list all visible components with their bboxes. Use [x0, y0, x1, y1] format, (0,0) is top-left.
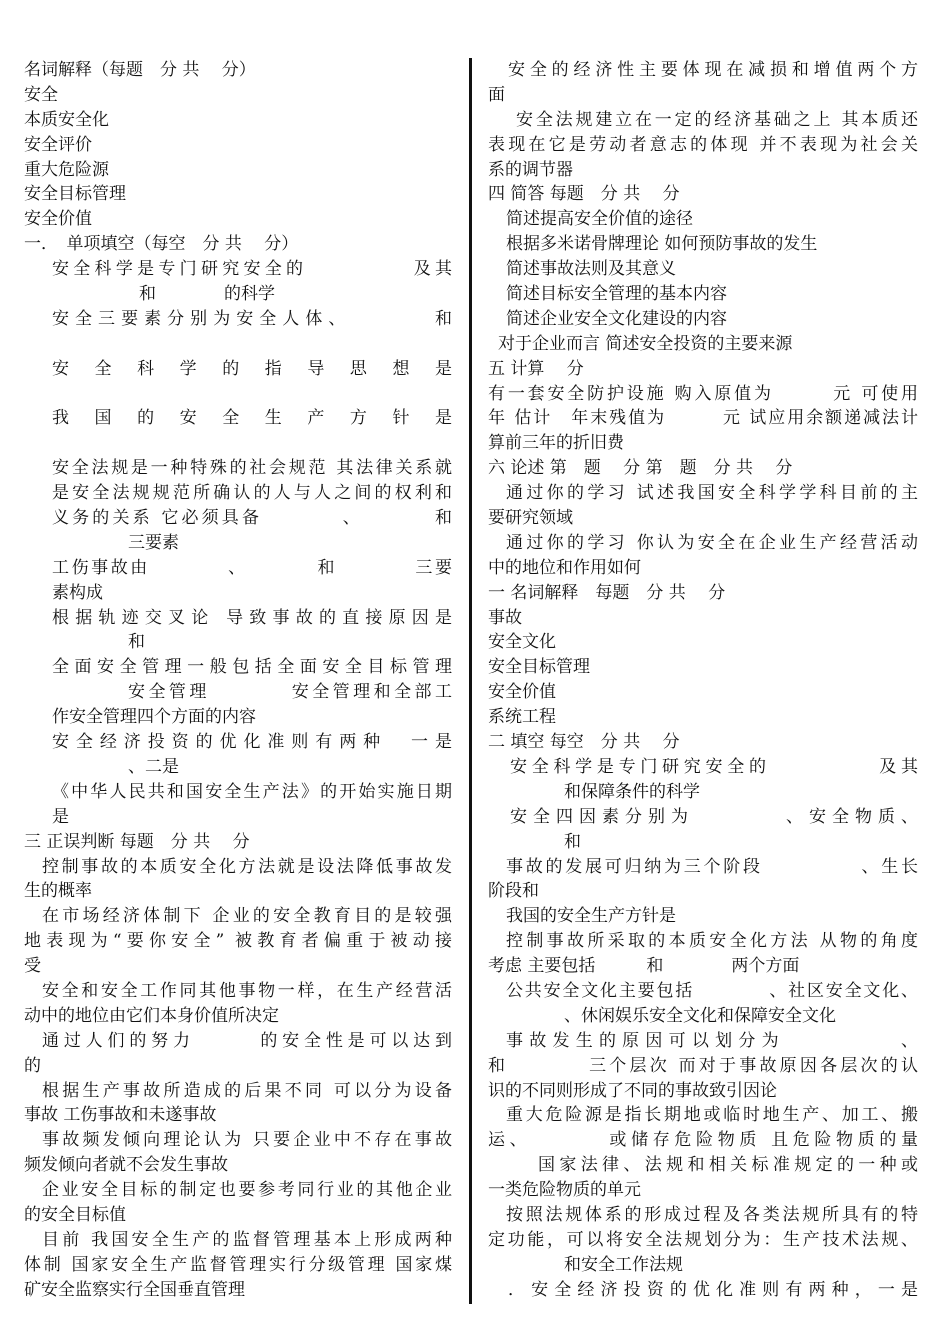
text-line: 和 的科学: [139, 284, 275, 305]
text-line: 安全经济投资的优化准则有两种 一是: [52, 732, 452, 753]
text-line: 通过人们的努力 的安全性是可以达到: [42, 1030, 452, 1051]
text-line: 有一套安全防护设施 购入原值为 元 可使用: [488, 383, 918, 404]
text-line: 控制事故所采取的本质安全化方法 从物的角度: [506, 931, 918, 952]
text-line: 三 正误判断 每题 分 共 分: [24, 831, 250, 852]
text-line: 二 填空 每空 分 共 分: [488, 732, 680, 753]
text-line: 安全目标管理: [488, 657, 590, 678]
text-line: 事故发生的原因可以划分为 、: [506, 1030, 918, 1051]
text-line: 安全评价: [24, 134, 92, 155]
text-line: 公共安全文化主要包括 、社区安全文化、: [506, 980, 918, 1001]
text-line: 系的调节器: [488, 159, 573, 180]
text-line: ．安全经济投资的优化准则有两种，一是: [508, 1279, 918, 1300]
text-line: 事故 工伤事故和未遂事故: [24, 1105, 217, 1126]
text-line: 我 国 的 安 全 生 产 方 针 是: [52, 408, 452, 429]
text-line: 识的不同则形成了不同的事故致引因论: [488, 1080, 777, 1101]
text-line: 和 三个层次 而对于事故原因各层次的认: [488, 1055, 918, 1076]
text-line: 事故的发展可归纳为三个阶段 、生长: [506, 856, 918, 877]
text-line: [24, 382, 452, 407]
text-line: 作安全管理四个方面的内容: [52, 707, 256, 728]
text-line: 安全四因素分别为 、安全物质、: [510, 806, 918, 827]
text-line: 简述企业安全文化建设的内容: [506, 308, 727, 329]
text-line: [24, 332, 452, 357]
text-line: 考虑 主要包括 和 两个方面: [488, 956, 800, 977]
text-line: 安全: [24, 84, 58, 105]
text-line: 安全价值: [24, 209, 92, 230]
text-line: 六 论述 第 题 分 第 题 分 共 分: [488, 458, 793, 479]
right-column: [488, 58, 918, 1303]
text-line: 简述目标安全管理的基本内容: [506, 284, 727, 305]
text-line: 控制事故的本质安全化方法就是设法降低事故发: [42, 856, 452, 877]
text-line: 安全目标管理: [24, 184, 126, 205]
text-line: 中的地位和作用如何: [488, 557, 641, 578]
text-line: 一类危险物质的单元: [488, 1180, 641, 1201]
text-line: 根据轨迹交叉论 导致事故的直接原因是: [52, 607, 452, 628]
text-line: 素构成: [52, 582, 103, 603]
text-line: 生的概率: [24, 881, 92, 902]
text-line: 根据生产事故所造成的后果不同 可以分为设备: [42, 1080, 452, 1101]
text-line: 安全和安全工作同其他事物一样，在生产经营活: [42, 980, 452, 1001]
text-line: [24, 431, 452, 456]
text-line: 的: [24, 1055, 41, 1076]
text-line: 和安全工作法规: [564, 1254, 683, 1275]
text-line: 矿安全监察实行全国垂直管理: [24, 1279, 245, 1300]
text-line: 简述事故法则及其意义: [506, 259, 676, 280]
text-line: 企业安全目标的制定也要参考同行业的其他企业: [42, 1180, 452, 1201]
text-line: 频发倾向者就不会发生事故: [24, 1155, 228, 1176]
text-line: 事故: [488, 607, 522, 628]
text-line: 根据多米诺骨牌理论 如何预防事故的发生: [506, 234, 818, 255]
text-line: 系统工程: [488, 707, 556, 728]
text-line: 受: [24, 956, 41, 977]
text-line: 阶段和: [488, 881, 539, 902]
text-line: 三要素: [128, 532, 179, 553]
text-line: 安全科学是专门研究安全的 及其: [510, 756, 918, 777]
text-line: 目前 我国安全生产的监督管理基本上形成两种: [42, 1229, 452, 1250]
text-line: 安全科学是专门研究安全的 及其: [52, 259, 452, 280]
text-line: 、二是: [128, 756, 179, 777]
text-line: 和保障条件的科学: [564, 781, 700, 802]
text-line: 和: [128, 632, 145, 653]
text-line: 通过你的学习 试述我国安全科学学科目前的主: [506, 483, 918, 504]
text-line: 运、 或储存危险物质 且危险物质的量: [488, 1130, 918, 1151]
text-line: 通过你的学习 你认为安全在企业生产经营活动: [506, 532, 918, 553]
text-line: 名词解释（每题 分 共 分）: [24, 60, 256, 80]
text-line: 面: [488, 84, 505, 105]
text-line: 要研究领域: [488, 508, 573, 529]
text-line: 安 全 科 学 的 指 导 思 想 是: [52, 358, 452, 379]
text-line: 体制 国家安全生产监督管理实行分级管理 国家煤: [24, 1254, 452, 1275]
text-line: 重大危险源是指长期地或临时地生产、加工、搬: [506, 1105, 918, 1126]
text-line: 动中的地位由它们本身价值所决定: [24, 1005, 279, 1026]
text-line: 《中华人民共和国安全生产法》的开始实施日期: [52, 781, 452, 802]
text-line: 表现在它是劳动者意志的体现 并不表现为社会关: [488, 134, 918, 155]
text-line: 安全的经济性主要体现在减损和增值两个方: [508, 60, 918, 80]
text-line: 、休闲娱乐安全文化和保障安全文化: [564, 1005, 836, 1026]
text-line: 四 简答 每题 分 共 分: [488, 184, 680, 205]
text-line: 安全三要素分别为安全人体、 和: [52, 308, 452, 329]
text-line: 全面安全管理一般包括全面安全目标管理: [52, 657, 452, 678]
text-line: 我国的安全生产方针是: [506, 906, 676, 927]
text-line: 本质安全化: [24, 109, 109, 130]
text-line: 是安全法规规范所确认的人与人之间的权利和: [52, 483, 452, 504]
text-line: 地表现为“要你安全” 被教育者偏重于被动接: [24, 931, 452, 952]
text-line: 年 估计 年末残值为 元 试应用余额递减法计: [488, 408, 918, 429]
text-line: 安全法规建立在一定的经济基础之上 其本质还: [516, 109, 918, 130]
text-line: 按照法规体系的形成过程及各类法规所具有的特: [506, 1204, 918, 1225]
text-line: 在市场经济体制下 企业的安全教育目的是较强: [42, 906, 452, 927]
text-line: 是: [52, 806, 69, 827]
text-line: 工伤事故由 、 和 三要: [52, 557, 452, 578]
column-divider: [469, 58, 472, 1304]
text-line: 定功能，可以将安全法规划分为：生产技术法规、: [488, 1229, 918, 1250]
text-line: 和: [564, 831, 581, 852]
text-line: 安全价值: [488, 682, 556, 703]
text-line: 安全法规是一种特殊的社会规范 其法律关系就: [52, 458, 452, 479]
text-line: 重大危险源: [24, 159, 109, 180]
left-column: [24, 58, 452, 1303]
text-line: 安全文化: [488, 632, 556, 653]
text-line: 五 计算 分: [488, 358, 584, 379]
text-line: 一 名词解释 每题 分 共 分: [488, 582, 726, 603]
text-line: 算前三年的折旧费: [488, 433, 624, 454]
text-line: 义务的关系 它必须具备 、 和: [52, 508, 452, 529]
text-line: 简述提高安全价值的途径: [506, 209, 693, 230]
text-line: 一． 单项填空（每空 分 共 分）: [24, 234, 299, 255]
text-line: 事故频发倾向理论认为 只要企业中不存在事故: [42, 1130, 452, 1151]
text-line: 对于企业而言 简述安全投资的主要来源: [498, 333, 793, 354]
text-line: 安全管理 安全管理和全部工: [128, 682, 452, 703]
text-line: 国家法律、法规和相关标准规定的一种或: [538, 1155, 918, 1176]
text-line: 的安全目标值: [24, 1204, 126, 1225]
